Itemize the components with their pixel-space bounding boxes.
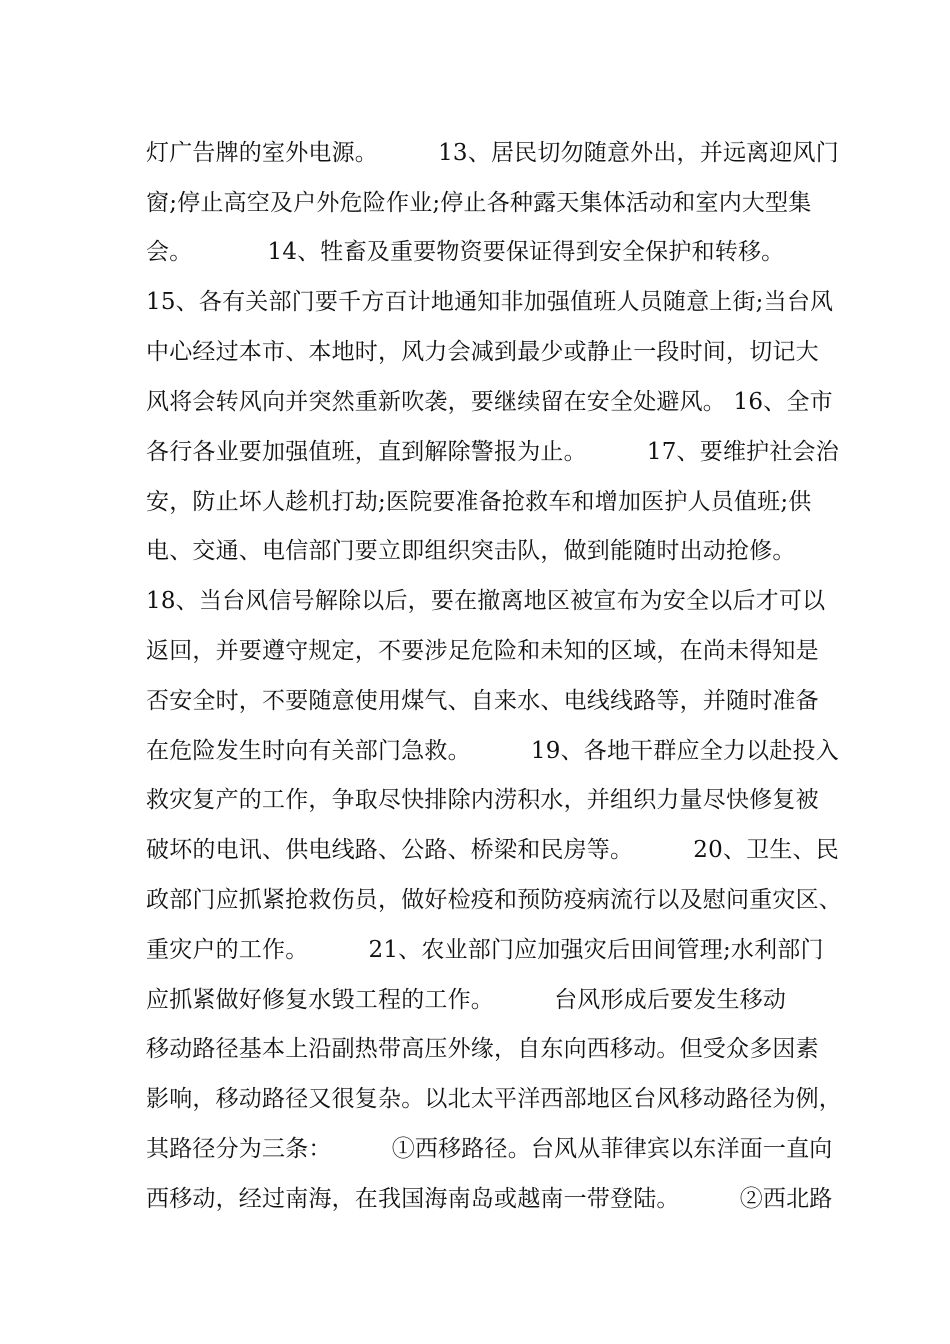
text-line-16: 政部门应抓紧抢救伤员，做好检疫和预防疫病流行以及慰问重灾区、 <box>146 887 842 913</box>
text-line-12: 否安全时，不要随意使用煤气、自来水、电线线路等，并随时准备 <box>146 688 819 714</box>
text-line-13: 在危险发生时向有关部门急救。 19、各地干群应全力以赴投入 <box>146 738 839 764</box>
text-line-22: 西移动，经过南海，在我国海南岛或越南一带登陆。 ②西北路 <box>146 1186 833 1212</box>
text-line-21: 其路径分为三条： ①西移路径。台风从菲律宾以东洋面一直向 <box>146 1136 833 1162</box>
text-line-6: 风将会转风向并突然重新吹袭，要继续留在安全处避风。 16、全市 <box>146 389 833 415</box>
text-line-15: 破坏的电讯、供电线路、公路、桥梁和民房等。 20、卫生、民 <box>146 837 839 863</box>
text-line-17: 重灾户的工作。 21、农业部门应加强灾后田间管理;水利部门 <box>146 937 824 963</box>
text-line-19: 移动路径基本上沿副热带高压外缘，自东向西移动。但受众多因素 <box>146 1036 819 1062</box>
text-line-1: 灯广告牌的室外电源。 13、居民切勿随意外出，并远离迎风门 <box>146 140 839 166</box>
text-line-3: 会。 14、牲畜及重要物资要保证得到安全保护和转移。 <box>146 239 785 265</box>
text-line-10: 18、当台风信号解除以后，要在撤离地区被宣布为安全以后才可以 <box>146 588 826 614</box>
text-line-9: 电、交通、电信部门要立即组织突击队，做到能随时出动抢修。 <box>146 538 796 564</box>
text-line-5: 中心经过本市、本地时，风力会减到最少或静止一段时间，切记大 <box>146 339 819 365</box>
text-line-18: 应抓紧做好修复水毁工程的工作。 台风形成后要发生移动 <box>146 987 787 1013</box>
text-line-4: 15、各有关部门要千方百计地通知非加强值班人员随意上街;当台风 <box>146 289 834 315</box>
text-line-8: 安，防止坏人趁机打劫;医院要准备抢救车和增加医护人员值班;供 <box>146 489 812 515</box>
text-line-7: 各行各业要加强值班，直到解除警报为止。 17、要维护社会治 <box>146 439 839 465</box>
text-line-14: 救灾复产的工作，争取尽快排除内涝积水，并组织力量尽快修复被 <box>146 787 819 813</box>
text-line-2: 窗;停止高空及户外危险作业;停止各种露天集体活动和室内大型集 <box>146 190 812 216</box>
text-line-11: 返回，并要遵守规定，不要涉足危险和未知的区域，在尚未得知是 <box>146 638 819 664</box>
text-line-20: 影响，移动路径又很复杂。以北太平洋西部地区台风移动路径为例， <box>146 1086 842 1112</box>
